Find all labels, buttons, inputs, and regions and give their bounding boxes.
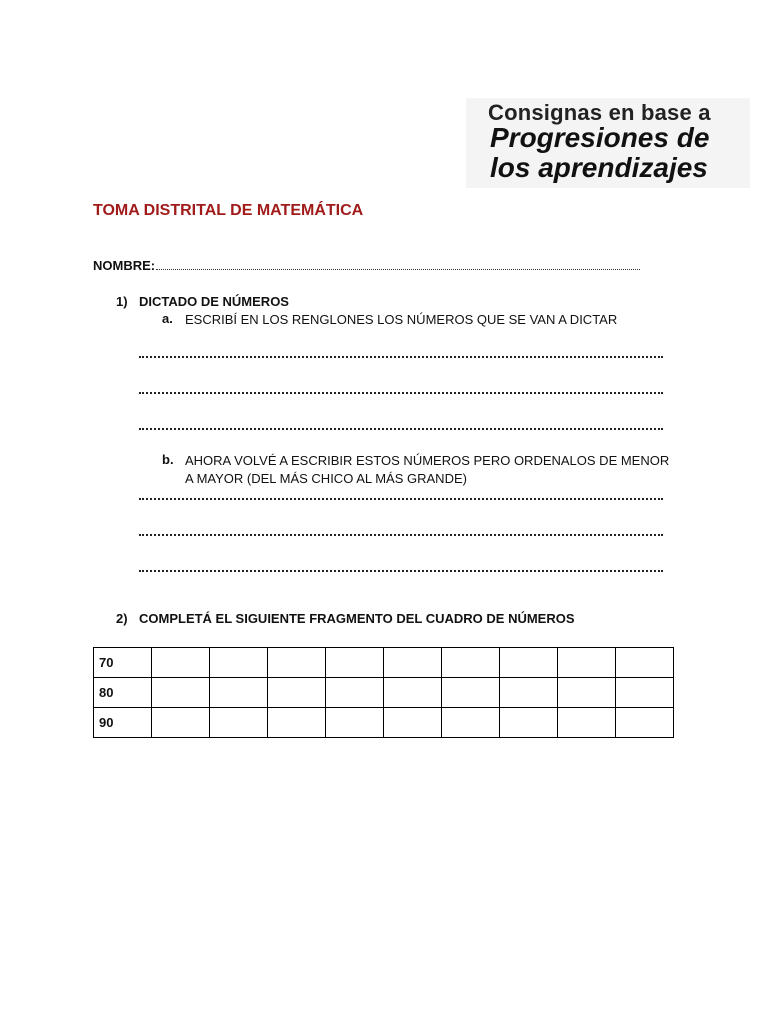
grid-cell[interactable] bbox=[616, 648, 674, 678]
progresiones-logo bbox=[466, 98, 750, 188]
name-field[interactable] bbox=[93, 258, 640, 273]
question-1b-letter: b. bbox=[162, 452, 174, 467]
question-1-heading: DICTADO DE NÚMEROS bbox=[139, 294, 289, 309]
row-label: 80 bbox=[94, 678, 152, 708]
grid-cell[interactable] bbox=[500, 648, 558, 678]
grid-cell[interactable] bbox=[500, 678, 558, 708]
answer-line-1a-3[interactable] bbox=[139, 428, 663, 430]
table-row bbox=[94, 708, 674, 738]
grid-cell[interactable] bbox=[384, 708, 442, 738]
grid-cell[interactable] bbox=[326, 678, 384, 708]
grid-cell[interactable] bbox=[384, 648, 442, 678]
grid-cell[interactable] bbox=[210, 708, 268, 738]
grid-cell[interactable] bbox=[558, 648, 616, 678]
grid-cell[interactable] bbox=[442, 678, 500, 708]
question-2-heading: COMPLETÁ EL SIGUIENTE FRAGMENTO DEL CUADRO DE NÚMEROS bbox=[139, 611, 575, 626]
question-1-number: 1) bbox=[116, 294, 128, 309]
grid-cell[interactable] bbox=[442, 708, 500, 738]
row-label: 70 bbox=[94, 648, 152, 678]
name-label: NOMBRE: bbox=[93, 258, 156, 273]
logo-line-1: Consignas en base a bbox=[488, 100, 711, 125]
number-grid bbox=[93, 647, 674, 738]
answer-line-1b-3[interactable] bbox=[139, 570, 663, 572]
page-title: TOMA DISTRITAL DE MATEMÁTICA bbox=[93, 202, 364, 219]
grid-cell[interactable] bbox=[326, 708, 384, 738]
grid-cell[interactable] bbox=[152, 648, 210, 678]
grid-cell[interactable] bbox=[268, 708, 326, 738]
question-1a-text: ESCRIBÍ EN LOS RENGLONES LOS NÚMEROS QUE SE VAN A DICTAR bbox=[185, 312, 618, 327]
grid-cell[interactable] bbox=[442, 648, 500, 678]
grid-cell[interactable] bbox=[210, 648, 268, 678]
grid-cell[interactable] bbox=[326, 648, 384, 678]
grid-cell[interactable] bbox=[616, 678, 674, 708]
grid-cell[interactable] bbox=[152, 708, 210, 738]
row-label: 90 bbox=[94, 708, 152, 738]
answer-line-1b-1[interactable] bbox=[139, 498, 663, 500]
grid-cell[interactable] bbox=[558, 678, 616, 708]
grid-cell[interactable] bbox=[558, 708, 616, 738]
answer-line-1b-2[interactable] bbox=[139, 534, 663, 536]
grid-cell[interactable] bbox=[384, 678, 442, 708]
answer-line-1a-1[interactable] bbox=[139, 356, 663, 358]
grid-cell[interactable] bbox=[152, 678, 210, 708]
logo-line-3: los aprendizajes bbox=[490, 152, 708, 183]
grid-cell[interactable] bbox=[268, 678, 326, 708]
grid-cell[interactable] bbox=[500, 708, 558, 738]
answer-line-1a-2[interactable] bbox=[139, 392, 663, 394]
question-1b-text: AHORA VOLVÉ A ESCRIBIR ESTOS NÚMEROS PERO ORDENALOS DE MENOR A MAYOR (DEL MÁS CHICO AL MÁS GRANDE) bbox=[185, 453, 670, 486]
grid-cell[interactable] bbox=[268, 648, 326, 678]
table-row bbox=[94, 648, 674, 678]
table-row bbox=[94, 678, 674, 708]
name-dotted-line[interactable] bbox=[156, 259, 640, 270]
logo-line-2: Progresiones de bbox=[490, 122, 710, 153]
question-2-number: 2) bbox=[116, 611, 128, 626]
grid-cell[interactable] bbox=[616, 708, 674, 738]
question-1a-letter: a. bbox=[162, 311, 173, 326]
grid-cell[interactable] bbox=[210, 678, 268, 708]
